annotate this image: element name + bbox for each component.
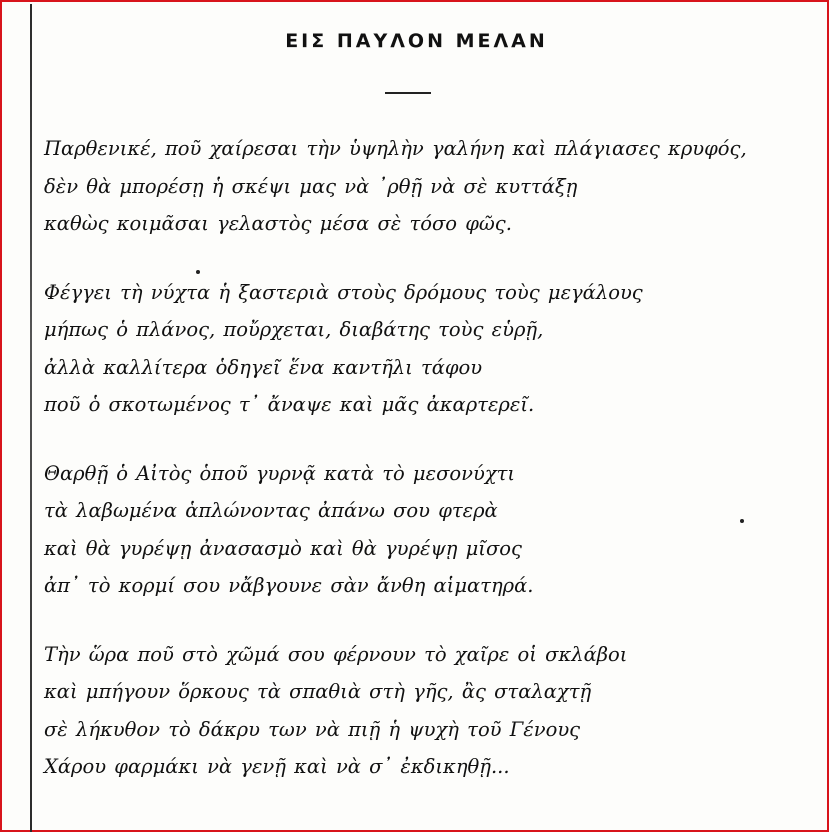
print-speck: [196, 270, 200, 274]
poem-line: ποῦ ὁ σκοτωμένος τ᾽ ἄναψε καὶ μᾶς ἀκαρτερεῖ.: [44, 393, 535, 416]
poem-line: μήπως ὁ πλάνος, ποὔρχεται, διαβάτης τοὺς εὑρῇ,: [44, 318, 544, 341]
poem-line: Παρθενικέ, ποῦ χαίρεσαι τὴν ὑψηλὴν γαλήνη καὶ πλάγιασες κρυφός,: [44, 137, 747, 160]
stanza-4: [44, 636, 824, 786]
poem-line: Τὴν ὥρα ποῦ στὸ χῶμά σου φέρνουν τὸ χαῖρε οἱ σκλάβοι: [44, 642, 628, 666]
title-divider: [385, 92, 431, 94]
page-binding-edge: [30, 4, 32, 832]
poem-body: [44, 130, 824, 817]
poem-line: Χάρου φαρμάκι νὰ γενῇ καὶ νὰ σ᾽ ἐκδικηθῇ...: [44, 755, 510, 778]
poem-line: ἀλλὰ καλλίτερα ὁδηγεῖ ἕνα καντῆλι τάφου: [44, 355, 483, 379]
stanza-1: [44, 130, 824, 243]
stanza-3: [44, 455, 824, 605]
stanza-2: [44, 274, 824, 424]
poem-title: ΕΙΣ ΠΑΥΛΟΝ ΜΕΛΑΝ: [285, 30, 548, 52]
poem-line: τὰ λαβωμένα ἁπλώνοντας ἀπάνω σου φτερὰ: [44, 499, 498, 522]
poem-line: σὲ λήκυθον τὸ δάκρυ των νὰ πιῇ ἡ ψυχὴ τοῦ Γένους: [44, 717, 581, 741]
poem-line: Φέγγει τὴ νύχτα ἡ ξαστεριὰ στοὺς δρόμους τοὺς μεγάλους: [44, 280, 643, 304]
poem-line: καθὼς κοιμᾶσαι γελαστὸς μέσα σὲ τόσο φῶς.: [44, 212, 512, 235]
print-speck: [740, 519, 744, 523]
poem-line: καὶ θὰ γυρέψῃ ἀνασασμὸ καὶ θὰ γυρέψῃ μῖσος: [44, 536, 522, 560]
poem-line: ἀπ᾽ τὸ κορμί σου νἄβγουνε σὰν ἄνθη αἱματηρά.: [44, 574, 534, 597]
poem-line: Θαρθῇ ὁ Αἰτὸς ὁποῦ γυρνᾷ κατὰ τὸ μεσονύχτι: [44, 461, 516, 485]
poem-line: καὶ μπήγουν ὅρκους τὰ σπαθιὰ στὴ γῆς, ἂς σταλαχτῇ: [44, 680, 592, 703]
poem-line: δὲν θὰ μπορέσῃ ἡ σκέψι μας νὰ ᾽ρθῇ νὰ σὲ κυττάξῃ: [44, 174, 578, 198]
